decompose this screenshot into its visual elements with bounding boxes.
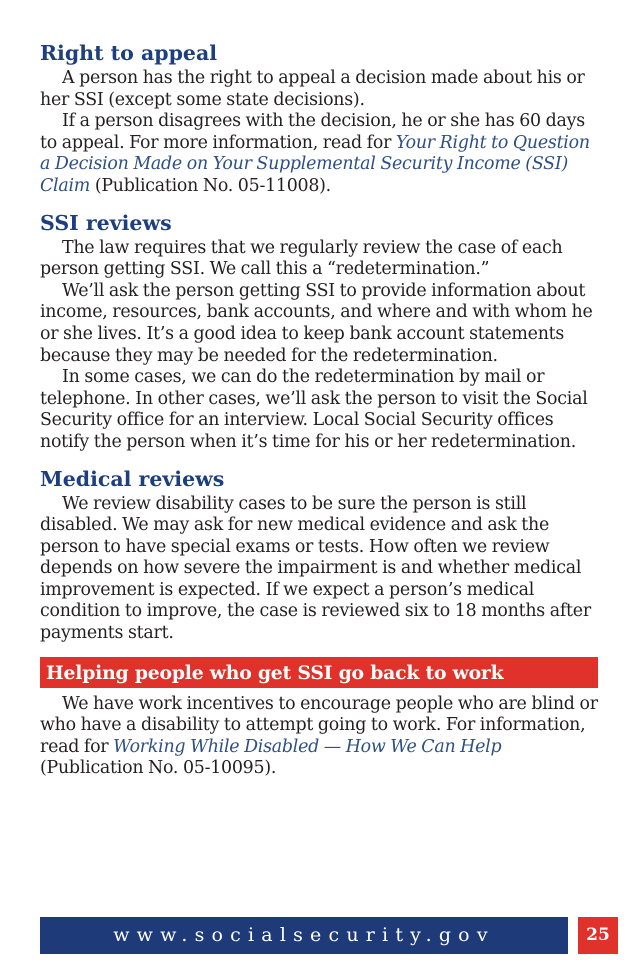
paragraph-text: We’ll ask the person getting SSI to provide information about income, resources, bank accounts, and where and with whom he or she lives. It’s a good idea to keep bank account statements because they may be needed for the redetermination. <box>40 280 593 366</box>
footer-url[interactable]: www.socialsecurity.gov <box>113 924 495 946</box>
section-heading: SSI reviews <box>40 210 172 235</box>
body-paragraph <box>40 281 600 367</box>
body-paragraph <box>40 367 600 453</box>
paragraph-text: A person has the right to appeal a decision made about his or her SSI (except some state decisions). <box>40 68 585 110</box>
paragraph-text: We have work incentives to encourage people who are blind or who have a disability to attempt going to work. For information, read for <box>40 693 598 757</box>
sections-container <box>40 40 600 645</box>
section-right-to-appeal <box>40 40 600 198</box>
section-heading: Medical reviews <box>40 466 225 491</box>
paragraph-text: In some cases, we can do the redetermination by mail or telephone. In other cases, we’ll ask the person to visit the Social Security office for an interview. Local Social Security offices notify the person when it’s time for his or her redetermination. <box>40 367 588 452</box>
page-number: 25 <box>578 917 618 954</box>
section-heading: Right to appeal <box>40 41 218 65</box>
paragraph-text: We review disability cases to be sure the person is still disabled. We may ask for new medical evidence and ask the person to have special exams or tests. How often we review depends on how severe the impairment is and whether medical improvement is expected. If we expect a person’s medical condition to improve, the case is reviewed six to 18 months after payments start. <box>40 493 591 644</box>
publication-title: Your Right to Question a Decision Made on Your Supplemental Security Income (SSI) Claim <box>40 132 590 196</box>
paragraph-text: The law requires that we regularly review the case of each person getting SSI. We call this a “redetermination.” <box>40 237 563 280</box>
body-paragraph <box>40 238 600 281</box>
banner-heading: Helping people who get SSI go back to work <box>40 657 598 688</box>
page-content <box>40 40 600 792</box>
body-paragraph <box>40 111 600 197</box>
body-paragraph <box>40 494 600 645</box>
paragraph-text: (Publication No. 05-10095). <box>40 758 277 779</box>
paragraph-text: (Publication No. 05-11008). <box>90 175 331 196</box>
section-ssi-reviews <box>40 210 600 454</box>
banner-paragraphs <box>40 694 600 780</box>
body-paragraph <box>40 68 600 111</box>
section-back-to-work <box>40 657 600 780</box>
paragraph-text: If a person disagrees with the decision, he or she has 60 days to appeal. For more information, read for <box>40 111 585 153</box>
section-medical-reviews <box>40 466 600 645</box>
publication-title: Working While Disabled — How We Can Help <box>113 736 502 757</box>
footer-bar <box>40 917 568 954</box>
body-paragraph <box>40 694 600 780</box>
